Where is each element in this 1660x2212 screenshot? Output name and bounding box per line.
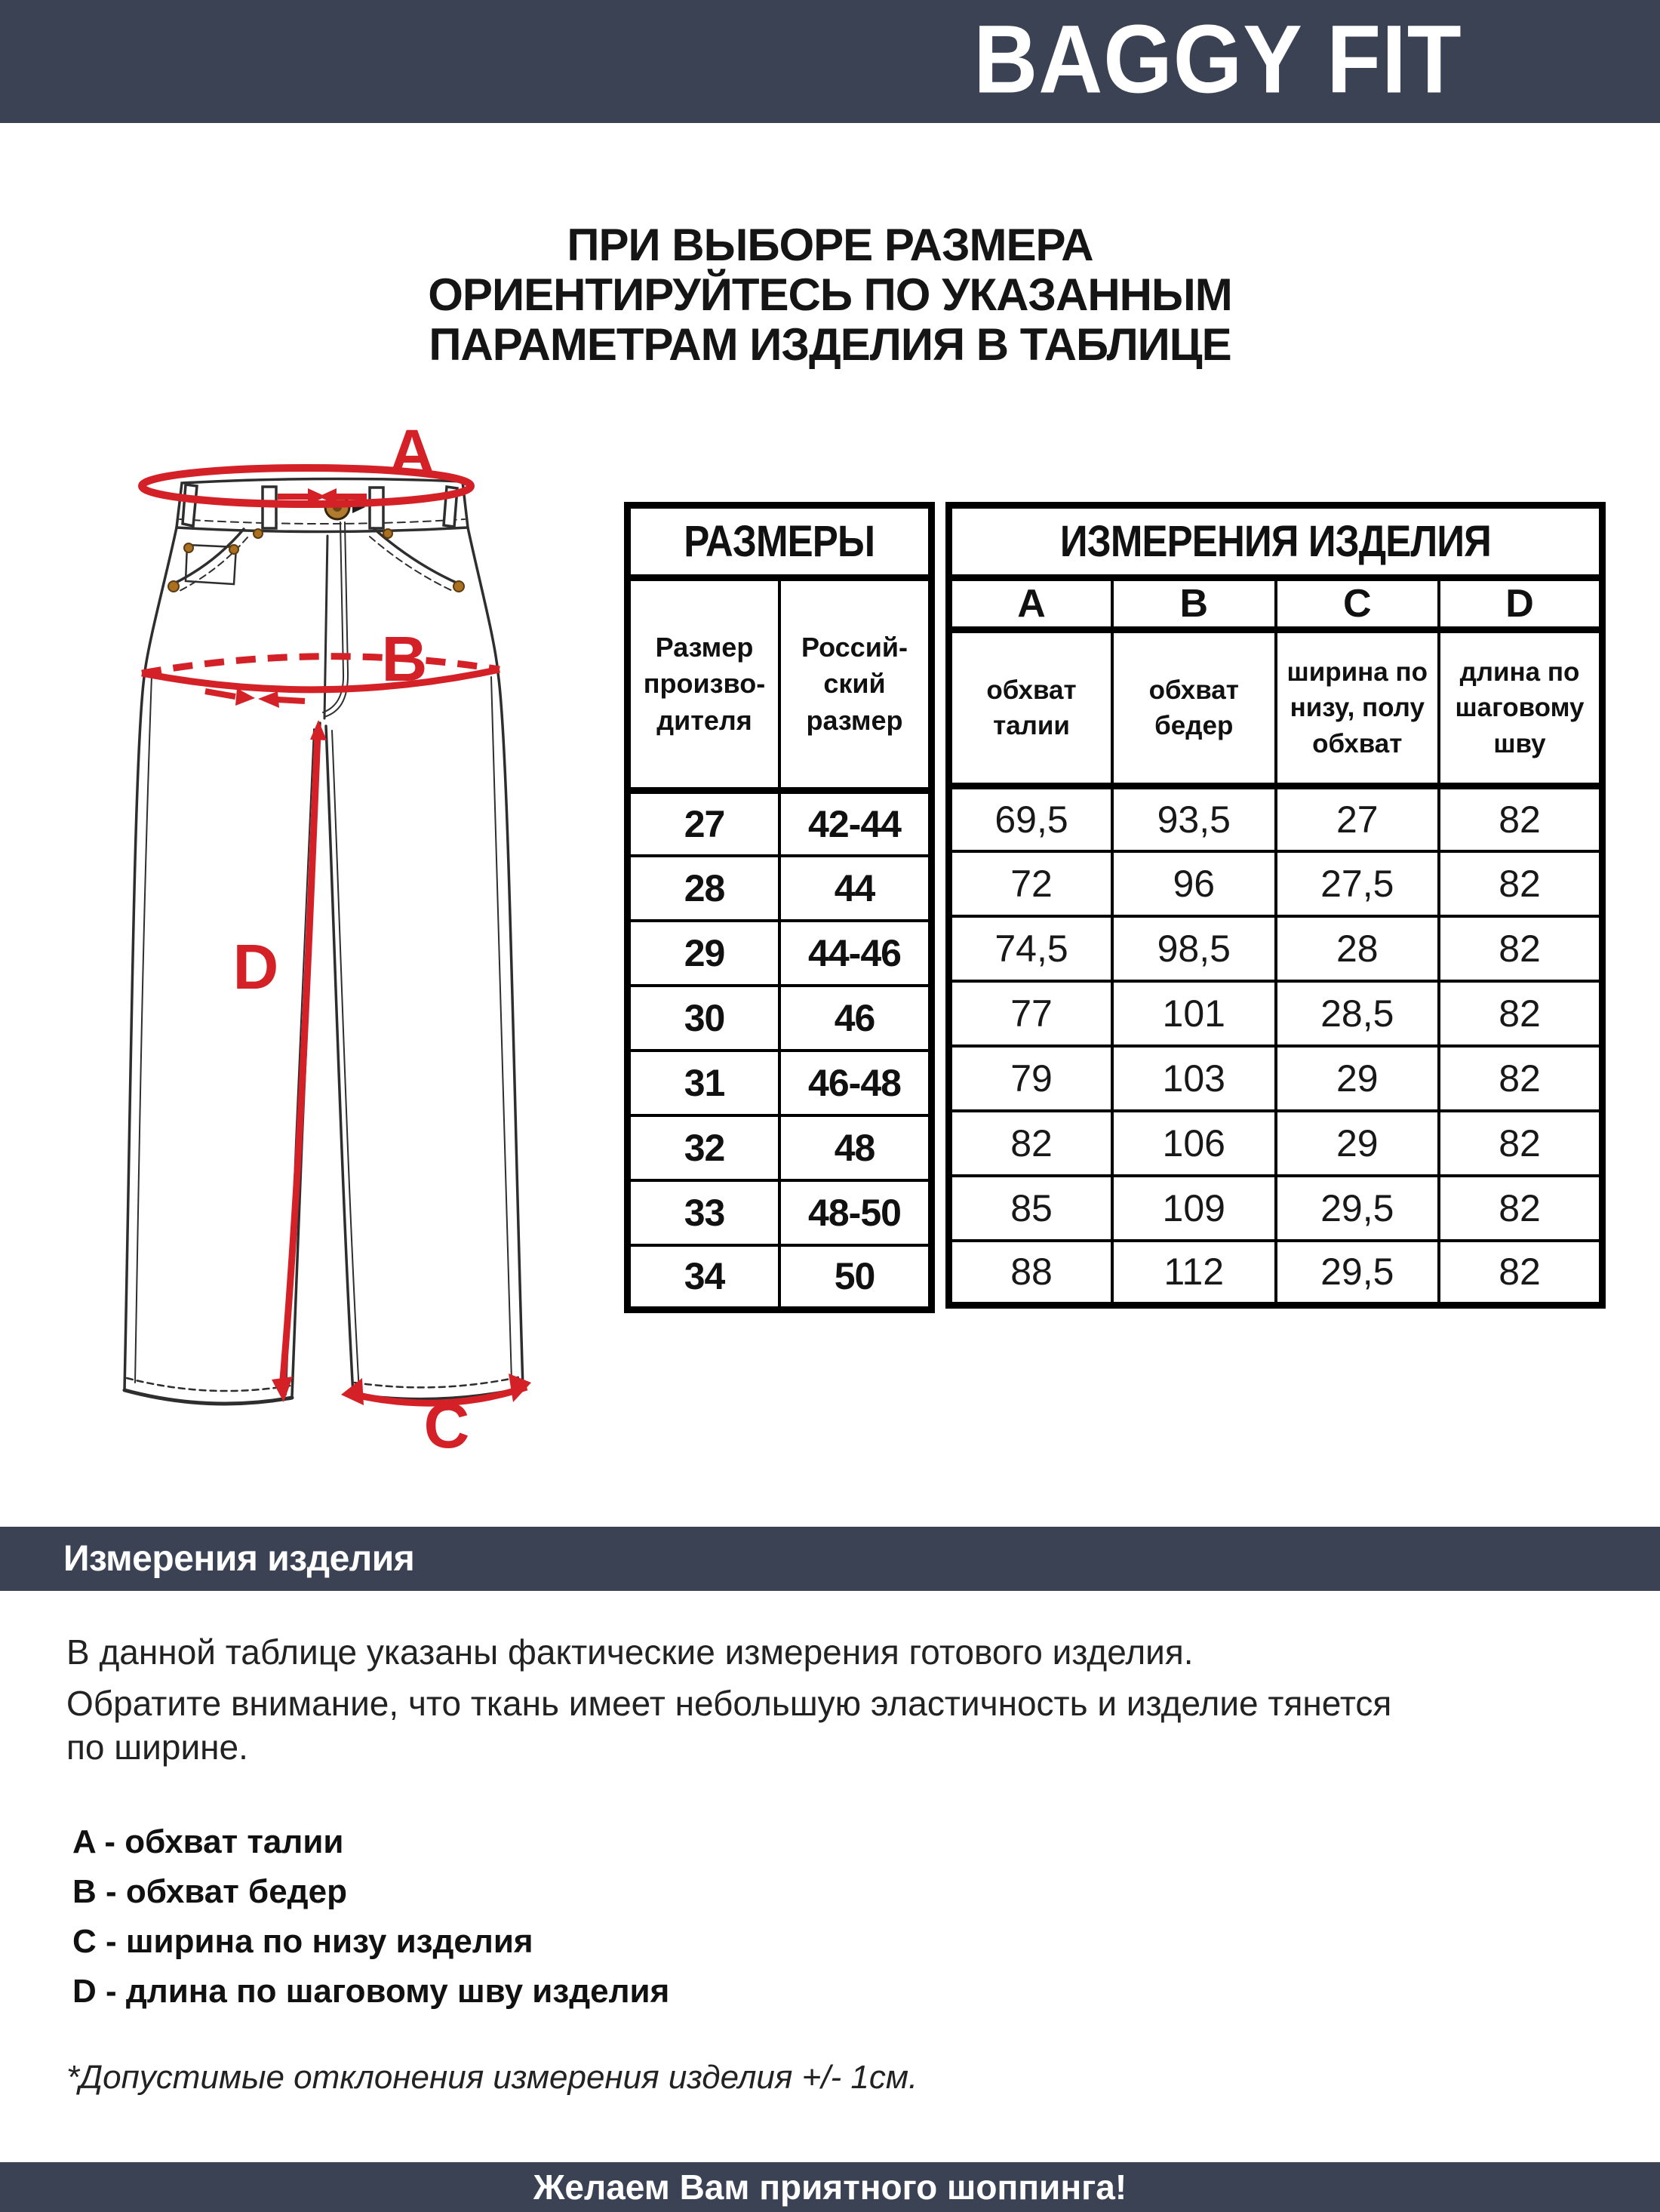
col-letter-d: D [1505,582,1534,626]
coin-pocket [186,545,236,584]
leg-opening-value: 27 [1336,798,1379,841]
footer-bar [0,2162,1660,2212]
waist-value: 72 [1010,862,1053,905]
belt-loop-right-center [370,488,383,528]
measure-row [949,1111,1603,1176]
measure-b-hip-ellipse-dashed [142,657,500,673]
col-desc-leg-opening: ширина по низу, полу обхват [1286,657,1428,758]
maker-size: 33 [684,1191,725,1234]
russian-size: 50 [834,1255,875,1298]
intro-heading-line3: ПАРАМЕТРАМ ИЗДЕЛИЯ В ТАБЛИЦЕ [429,319,1231,370]
size-row [628,1245,932,1310]
rivet [254,529,263,538]
brand-header-bar [0,0,1660,123]
waist-value: 88 [1010,1251,1053,1294]
intro-heading-line2: ОРИЕНТИРУЙТЕСЬ ПО УКАЗАННЫМ [428,269,1232,320]
rivet [168,581,179,592]
leg-opening-value: 29,5 [1320,1251,1394,1294]
size-row [628,986,932,1051]
footer-message: Желаем Вам приятного шоппинга! [533,2167,1127,2207]
jeans-measurement-diagram [60,423,589,1479]
measurements-table [945,502,1606,1309]
hip-value: 109 [1162,1186,1225,1229]
maker-size: 27 [684,802,725,845]
measure-row [949,1241,1603,1306]
hip-value: 112 [1164,1251,1225,1294]
jeans-left-outer-seam [124,528,177,1390]
jeans-right-inseam [326,726,353,1395]
col-desc-waist: обхват талии [986,675,1077,740]
size-row [628,856,932,921]
jeans-right-outer-seam [468,528,523,1389]
brand-title: BAGGY FIT [973,5,1462,114]
left-hem-stitch [127,1378,290,1391]
inseam-value: 82 [1499,862,1541,905]
description-paragraph-2-line1: Обратите внимание, что ткань имеет небольшую эластичность и изделие тянется [66,1684,1392,1723]
russian-size: 42-44 [808,802,901,845]
inseam-value: 82 [1499,992,1541,1035]
belt-loop-left-side [183,485,197,526]
waist-value: 74,5 [994,927,1068,970]
maker-size: 30 [684,996,725,1039]
maker-size: 34 [684,1255,725,1298]
russian-size: 48 [834,1126,875,1169]
left-pocket-curve [173,529,244,584]
measure-d-inseam-line [282,734,318,1389]
measure-b-hip-ellipse-solid [142,669,500,690]
legend-item-d: D - длина по шаговому шву изделия [72,1973,670,2010]
measure-row [949,786,1603,851]
russian-size: 44-46 [808,931,901,974]
measure-row [949,1176,1603,1241]
leg-opening-value: 28 [1336,927,1379,970]
waist-value: 82 [1010,1121,1053,1164]
leg-opening-value: 29,5 [1320,1186,1394,1229]
description-text [66,1630,1606,1769]
col-desc-inseam: длина по шаговому шву [1455,657,1585,758]
description-paragraph-1: В данной таблице указаны фактические измерения готового изделия. [66,1632,1194,1672]
measure-row [949,981,1603,1046]
hip-value: 98,5 [1157,927,1231,970]
size-row [628,921,932,986]
hip-value: 106 [1162,1121,1225,1164]
russian-size: 44 [834,866,875,909]
col-letter-a: A [1017,582,1046,626]
section-bar-title: Измерения изделия [63,1539,415,1579]
rivet [453,581,464,592]
maker-size: 28 [684,866,725,909]
intro-heading-line1: ПРИ ВЫБОРЕ РАЗМЕРА [567,220,1093,270]
russian-size: 48-50 [808,1191,901,1234]
waist-value: 77 [1010,992,1053,1035]
legend-item-c: C - ширина по низу изделия [72,1923,533,1960]
legend-item-b: B - обхват бедер [72,1873,347,1910]
legend-item-a: A - обхват талии [72,1823,344,1860]
tolerance-footnote: *Допустимые отклонения измерения изделия +/- 1см. [66,2059,918,2096]
leg-opening-value: 29 [1336,1057,1379,1100]
size-row [628,791,932,856]
size-row [628,1051,932,1115]
inseam-value: 82 [1499,1186,1541,1229]
diagram-label-c: C [423,1390,470,1461]
col-letter-c: C [1342,582,1372,626]
diagram-label-d: D [232,931,279,1002]
inseam-value: 82 [1499,927,1541,970]
inseam-value: 82 [1499,798,1541,841]
jeans-left-hem [124,1390,292,1404]
col-desc-hip: обхват бедер [1148,675,1239,740]
col-header-maker-size: Размер произво-дителя [643,631,766,736]
inseam-value: 82 [1499,1251,1541,1294]
measure-c-arrowhead-right [509,1374,531,1402]
russian-size: 46-48 [808,1061,901,1104]
measure-b-arrow-shaft-right [278,700,305,701]
measure-d-arrowhead-up [310,720,327,740]
hip-value: 103 [1162,1057,1225,1100]
maker-size: 29 [684,931,725,974]
description-paragraph-2-line2: по ширине. [66,1727,248,1767]
col-header-russian-size: Россий-ский размер [801,631,908,736]
right-side-stitch [491,677,512,1381]
right-pocket-stitch [370,537,454,592]
hip-value: 93,5 [1157,798,1231,841]
leg-opening-value: 27,5 [1320,862,1394,905]
col-letter-b: B [1179,582,1209,626]
maker-size: 32 [684,1126,725,1169]
size-row [628,1180,932,1245]
russian-size: 46 [834,996,875,1039]
measurements-table-title: ИЗМЕРЕНИЯ ИЗДЕЛИЯ [1059,517,1492,566]
measure-b-arrow-shaft-left [205,691,235,697]
waist-value: 69,5 [994,798,1068,841]
measurement-legend [72,1820,669,2020]
leg-opening-value: 29 [1336,1121,1379,1164]
diagram-label-b: B [381,623,428,694]
leg-opening-value: 28,5 [1320,992,1394,1035]
rivet [184,543,193,552]
size-row [628,1115,932,1180]
measure-row [949,1046,1603,1111]
rivet [229,545,238,554]
sizes-table-title: РАЗМЕРЫ [684,517,875,566]
inseam-value: 82 [1499,1057,1541,1100]
waist-value: 79 [1010,1057,1053,1100]
description-paragraph-2 [66,1681,1606,1769]
measure-row [949,916,1603,981]
maker-size: 31 [684,1061,725,1104]
inseam-value: 82 [1499,1121,1541,1164]
rivet [383,529,392,538]
sizes-table [624,502,935,1313]
waist-value: 85 [1010,1186,1053,1229]
hip-value: 96 [1173,862,1216,905]
jeans-right-inseam-stitch [332,731,359,1392]
measure-b-arrowhead-left [258,691,279,708]
diagram-label-a: A [389,423,435,488]
section-bar-measurements [0,1527,1660,1591]
right-hem-stitch [355,1377,521,1387]
measure-row [949,851,1603,916]
intro-heading [0,220,1660,370]
hip-value: 101 [1162,992,1225,1035]
